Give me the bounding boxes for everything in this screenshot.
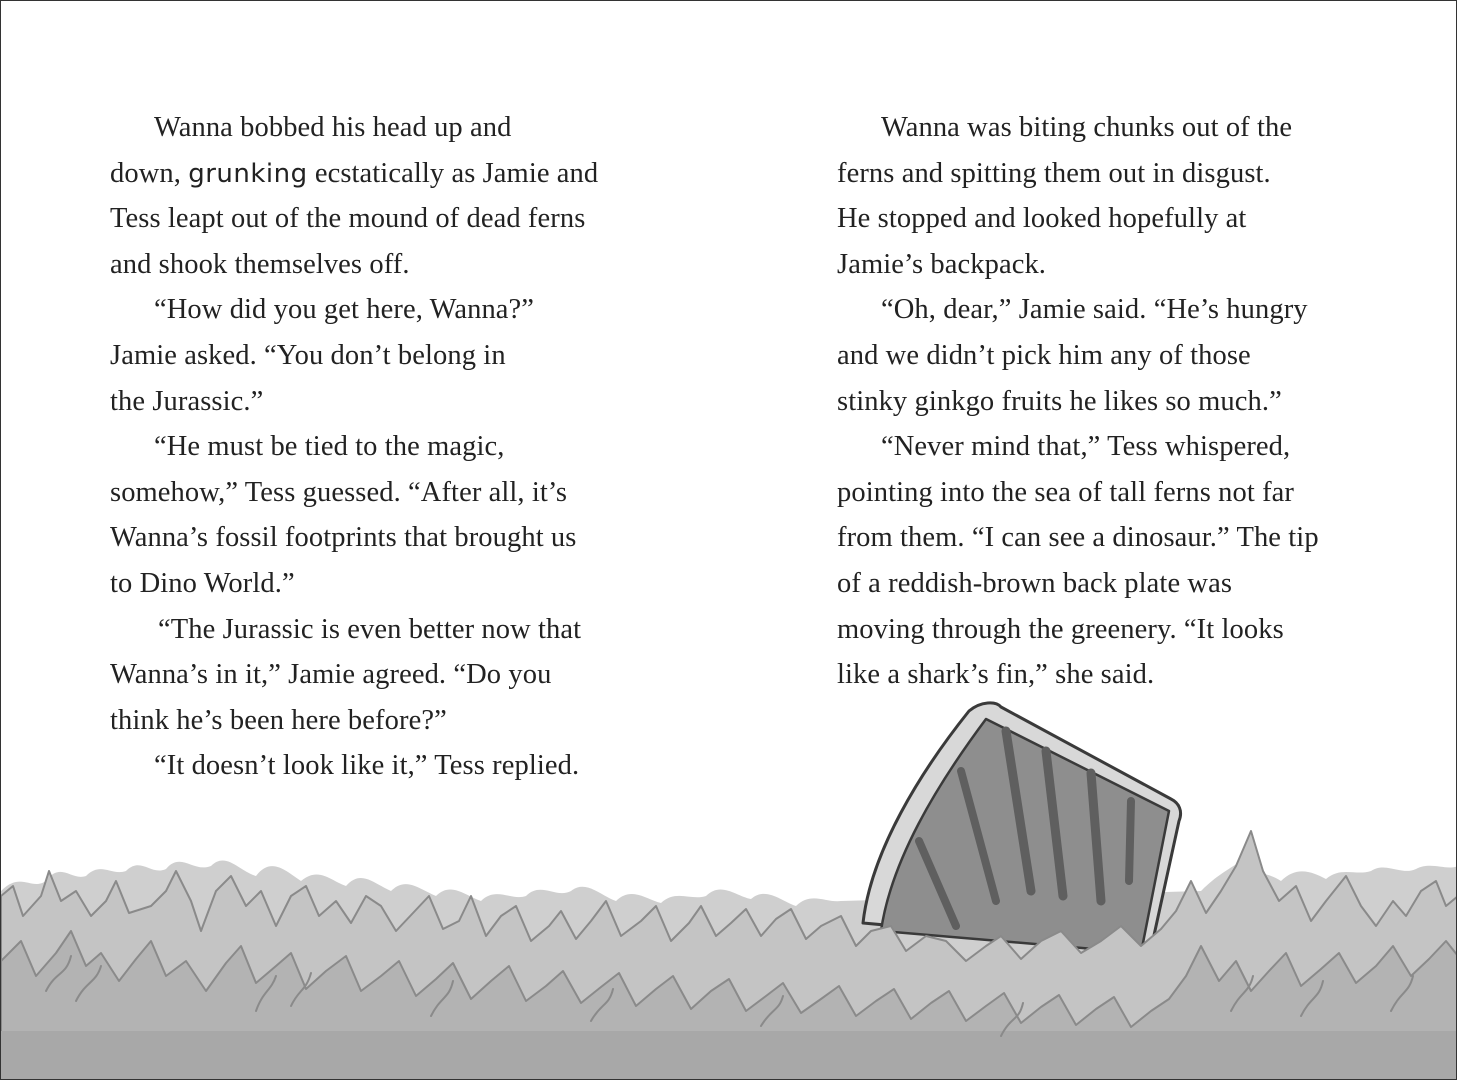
right-page-text	[837, 105, 1377, 698]
text-line: He stopped and looked hopefully at	[837, 203, 1247, 235]
text-line: “How did you get here, Wanna?”	[154, 294, 535, 326]
text-line: Wanna bobbed his head up and	[154, 112, 512, 143]
text-line: of a reddish-brown back plate was	[837, 567, 1233, 599]
text-line: from them. “I can see a dinosaur.” The tip	[837, 522, 1319, 554]
text-line: “Never mind that,” Tess whispered,	[881, 431, 1291, 463]
text-line: Tess leapt out of the mound of dead ferns	[110, 203, 586, 235]
text-line: Wanna’s fossil footprints that brought us	[110, 522, 577, 554]
text-line: the Jurassic.”	[110, 385, 264, 417]
text-line: Jamie asked. “You don’t belong in	[110, 339, 506, 371]
text-line: “Oh, dear,” Jamie said. “He’s hungry	[881, 294, 1308, 326]
text-line: like a shark’s fin,” she said.	[837, 659, 1155, 691]
text-line: and shook themselves off.	[110, 248, 410, 280]
text-fragment: down,	[110, 157, 189, 189]
text-line: “The Jurassic is even better now that	[158, 613, 582, 645]
text-line: and we didn’t pick him any of those	[837, 339, 1251, 371]
back-plate-stripe	[1129, 801, 1131, 881]
text-line: “It doesn’t look like it,” Tess replied.	[154, 750, 580, 782]
text-line: pointing into the sea of tall ferns not far	[837, 476, 1295, 508]
fern-illustration	[1, 691, 1457, 1080]
text-line: stinky ginkgo fruits he likes so much.”	[837, 385, 1282, 417]
text-fragment: ecstatically as Jamie and	[307, 157, 599, 189]
text-line: think he’s been here before?”	[110, 704, 447, 736]
text-line: somehow,” Tess guessed. “After all, it’s	[110, 476, 568, 508]
left-page-text	[110, 105, 650, 789]
back-plate	[863, 703, 1181, 953]
text-line: to Dino World.”	[110, 567, 295, 599]
text-line	[110, 151, 650, 197]
text-line: ferns and spitting them out in disgust.	[837, 157, 1271, 189]
text-line: Wanna was biting chunks out of the	[881, 112, 1293, 143]
text-line: “He must be tied to the magic,	[154, 431, 505, 463]
text-line: moving through the greenery. “It looks	[837, 613, 1284, 645]
fern-ground	[1, 1031, 1457, 1080]
text-line: Jamie’s backpack.	[837, 248, 1047, 280]
sound-effect-word: grunking	[188, 158, 308, 189]
text-line: Wanna’s in it,” Jamie agreed. “Do you	[110, 659, 552, 691]
